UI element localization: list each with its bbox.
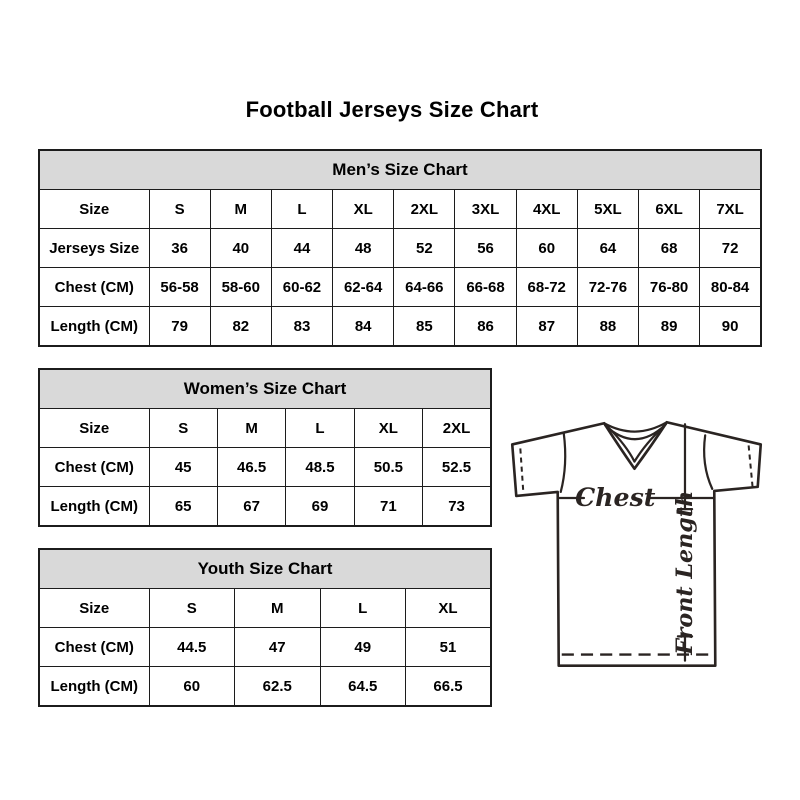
men-row-label: Length (CM): [39, 307, 149, 347]
youth-cell: XL: [406, 589, 492, 628]
men-cell: 86: [455, 307, 516, 347]
men-cell: 87: [516, 307, 577, 347]
men-cell: 84: [333, 307, 394, 347]
men-cell: 56-58: [149, 268, 210, 307]
men-size-chart-table: [38, 149, 762, 347]
women-cell: 71: [354, 487, 422, 527]
men-cell: 56: [455, 229, 516, 268]
men-cell: 72-76: [577, 268, 638, 307]
women-cell: 45: [149, 448, 217, 487]
women-size-chart-table: [38, 368, 492, 527]
youth-row-label: Length (CM): [39, 667, 149, 707]
men-cell: 60: [516, 229, 577, 268]
men-cell: 72: [700, 229, 761, 268]
men-cell: 6XL: [639, 190, 700, 229]
youth-row-label: Chest (CM): [39, 628, 149, 667]
women-table-title: Women’s Size Chart: [39, 369, 491, 409]
men-cell: 44: [271, 229, 332, 268]
men-cell: 3XL: [455, 190, 516, 229]
men-cell: 76-80: [639, 268, 700, 307]
womens-size-table-container: [38, 368, 492, 527]
women-cell: M: [217, 409, 285, 448]
jersey-diagram-svg: [503, 400, 771, 698]
men-cell: 62-64: [333, 268, 394, 307]
youth-cell: 60: [149, 667, 235, 707]
men-cell: 83: [271, 307, 332, 347]
men-row-label: Size: [39, 190, 149, 229]
men-cell: 2XL: [394, 190, 455, 229]
youth-row-label: Size: [39, 589, 149, 628]
men-cell: 60-62: [271, 268, 332, 307]
women-cell: 52.5: [423, 448, 491, 487]
women-row-label: Length (CM): [39, 487, 149, 527]
men-cell: 89: [639, 307, 700, 347]
men-cell: 36: [149, 229, 210, 268]
women-cell: 50.5: [354, 448, 422, 487]
youth-cell: S: [149, 589, 235, 628]
men-cell: M: [210, 190, 271, 229]
youth-cell: 49: [320, 628, 406, 667]
youth-size-table-container: [38, 548, 492, 707]
youth-cell: M: [235, 589, 321, 628]
men-row-label: Jerseys Size: [39, 229, 149, 268]
men-cell: 58-60: [210, 268, 271, 307]
youth-size-chart-table: [38, 548, 492, 707]
front-length-label: Front Length: [672, 490, 699, 655]
page-title: Football Jerseys Size Chart: [245, 97, 539, 122]
men-cell: L: [271, 190, 332, 229]
men-cell: 82: [210, 307, 271, 347]
men-cell: 79: [149, 307, 210, 347]
women-row-label: Chest (CM): [39, 448, 149, 487]
women-cell: 65: [149, 487, 217, 527]
men-row-label: Chest (CM): [39, 268, 149, 307]
men-cell: S: [149, 190, 210, 229]
men-cell: XL: [333, 190, 394, 229]
youth-cell: 62.5: [235, 667, 321, 707]
women-cell: XL: [354, 409, 422, 448]
women-cell: 48.5: [286, 448, 354, 487]
youth-cell: 66.5: [406, 667, 492, 707]
youth-table-title: Youth Size Chart: [39, 549, 491, 589]
men-cell: 40: [210, 229, 271, 268]
men-cell: 5XL: [577, 190, 638, 229]
men-cell: 68: [639, 229, 700, 268]
women-cell: 73: [423, 487, 491, 527]
women-cell: 69: [286, 487, 354, 527]
men-cell: 7XL: [700, 190, 761, 229]
men-cell: 88: [577, 307, 638, 347]
men-cell: 66-68: [455, 268, 516, 307]
chest-label: Chest: [575, 482, 656, 513]
men-cell: 52: [394, 229, 455, 268]
women-cell: 46.5: [217, 448, 285, 487]
men-table-title: Men’s Size Chart: [39, 150, 761, 190]
men-cell: 64: [577, 229, 638, 268]
men-cell: 90: [700, 307, 761, 347]
youth-cell: 44.5: [149, 628, 235, 667]
mens-size-table-container: [38, 149, 762, 347]
youth-cell: L: [320, 589, 406, 628]
men-cell: 68-72: [516, 268, 577, 307]
youth-cell: 64.5: [320, 667, 406, 707]
men-cell: 80-84: [700, 268, 761, 307]
youth-cell: 47: [235, 628, 321, 667]
men-cell: 64-66: [394, 268, 455, 307]
men-cell: 4XL: [516, 190, 577, 229]
youth-cell: 51: [406, 628, 492, 667]
jersey-measurement-diagram: [503, 400, 771, 698]
men-cell: 48: [333, 229, 394, 268]
women-cell: S: [149, 409, 217, 448]
women-cell: 67: [217, 487, 285, 527]
women-cell: L: [286, 409, 354, 448]
women-cell: 2XL: [423, 409, 491, 448]
women-row-label: Size: [39, 409, 149, 448]
men-cell: 85: [394, 307, 455, 347]
